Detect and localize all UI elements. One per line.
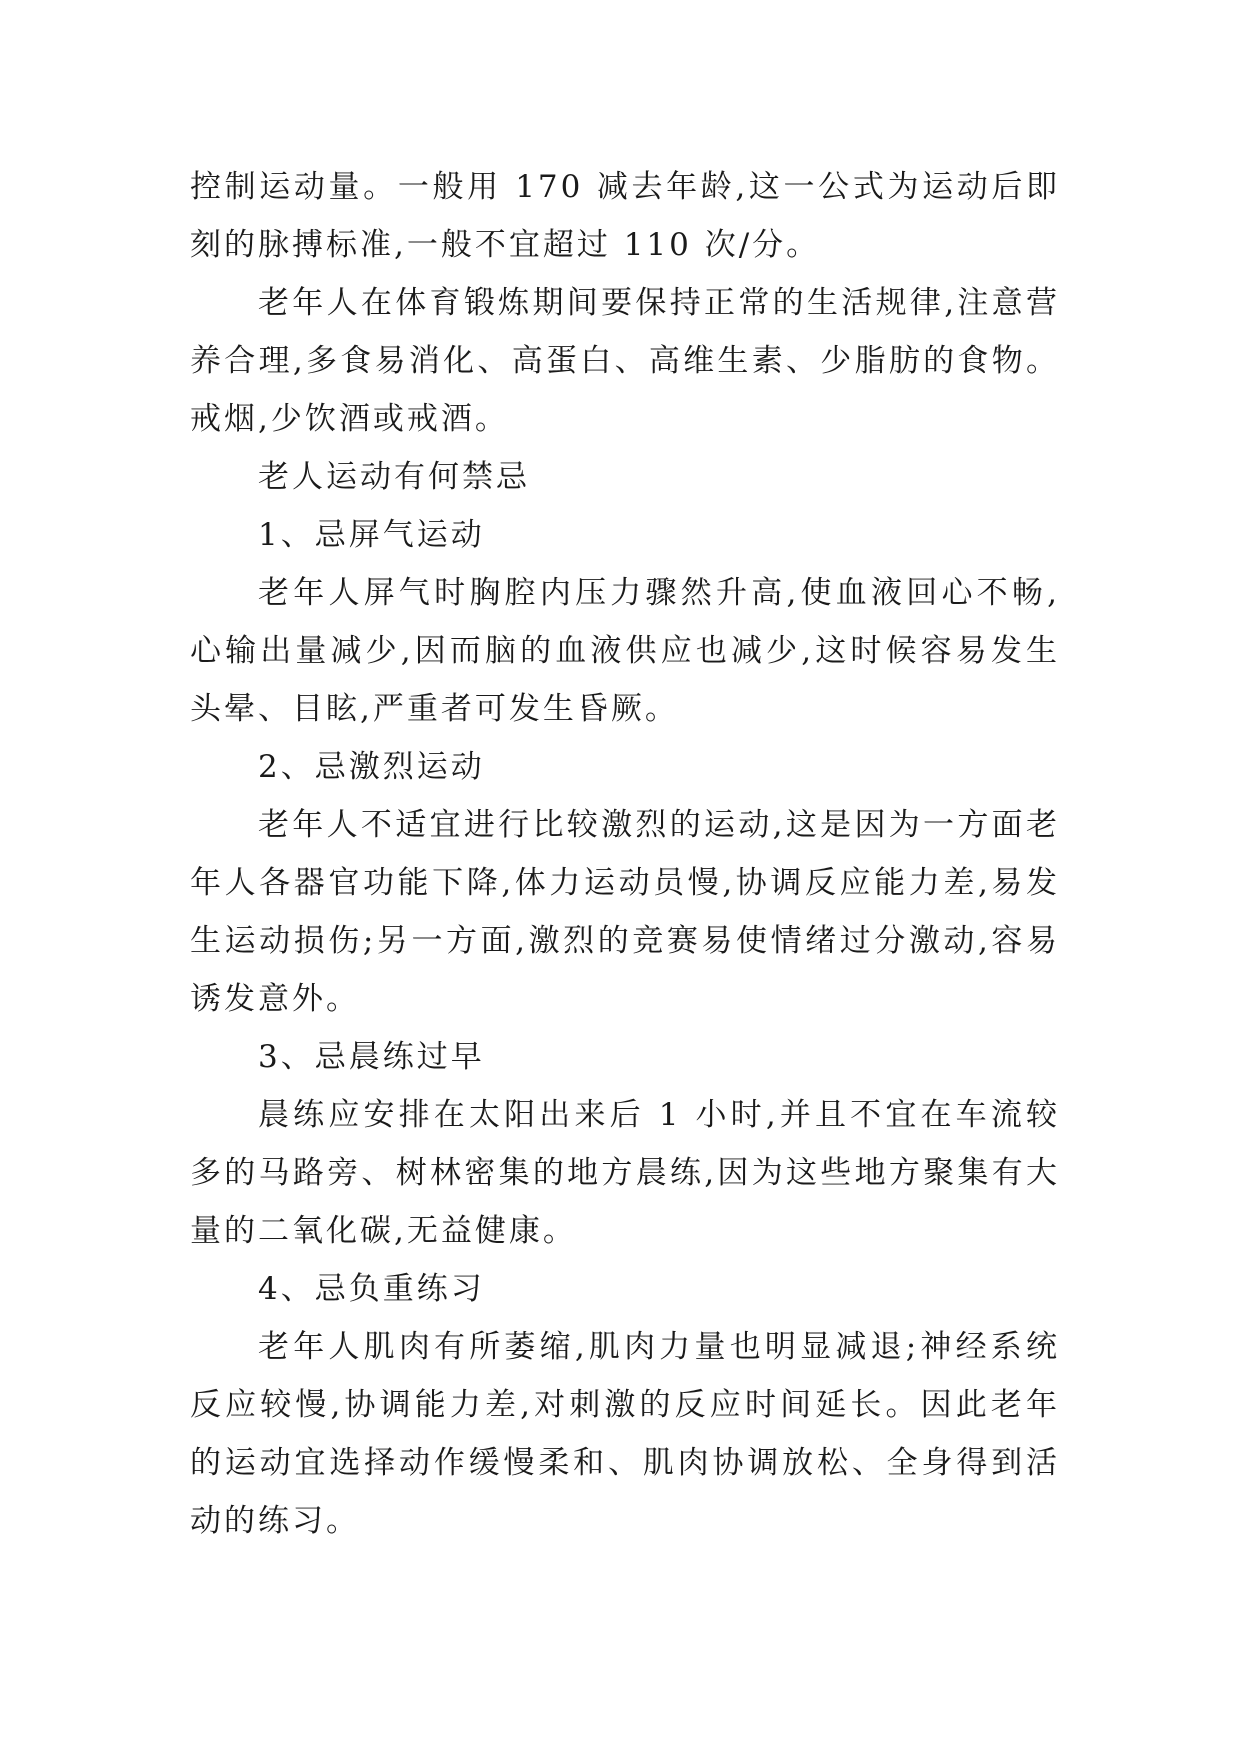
section-heading-taboos: 老人运动有何禁忌: [258, 459, 530, 495]
document-page: [190, 158, 1060, 1550]
paragraph-intense-exercise: 老年人不适宜进行比较激烈的运动,这是因为一方面老年人各器官功能下降,体力运动员慢,协调反应能力差,易发生运动损伤;另一方面,激烈的竞赛易使情绪过分激动,容易诱发意外。: [190, 807, 1060, 1017]
paragraph-heart-rate: 控制运动量。一般用 170 减去年龄,这一公式为运动后即刻的脉搏标准,一般不宜超过 110 次/分。: [190, 169, 1060, 263]
subheading-breath-holding: 1、忌屏气运动: [258, 517, 485, 553]
subheading-early-morning: 3、忌晨练过早: [258, 1039, 485, 1075]
paragraph-breath-holding: 老年人屏气时胸腔内压力骤然升高,使血液回心不畅,心输出量减少,因而脑的血液供应也减少,这时候容易发生头晕、目眩,严重者可发生昏厥。: [190, 575, 1060, 727]
paragraph-weight-bearing: 老年人肌肉有所萎缩,肌肉力量也明显减退;神经系统反应较慢,协调能力差,对刺激的反应时间延长。因此老年的运动宜选择动作缓慢柔和、肌肉协调放松、全身得到活动的练习。: [190, 1329, 1060, 1539]
paragraph-lifestyle: 老年人在体育锻炼期间要保持正常的生活规律,注意营养合理,多食易消化、高蛋白、高维生素、少脂肪的食物。戒烟,少饮酒或戒酒。: [190, 285, 1060, 437]
paragraph-early-morning: 晨练应安排在太阳出来后 1 小时,并且不宜在车流较多的马路旁、树林密集的地方晨练,因为这些地方聚集有大量的二氧化碳,无益健康。: [190, 1097, 1060, 1249]
subheading-intense-exercise: 2、忌激烈运动: [258, 749, 485, 785]
subheading-weight-bearing: 4、忌负重练习: [258, 1271, 485, 1307]
